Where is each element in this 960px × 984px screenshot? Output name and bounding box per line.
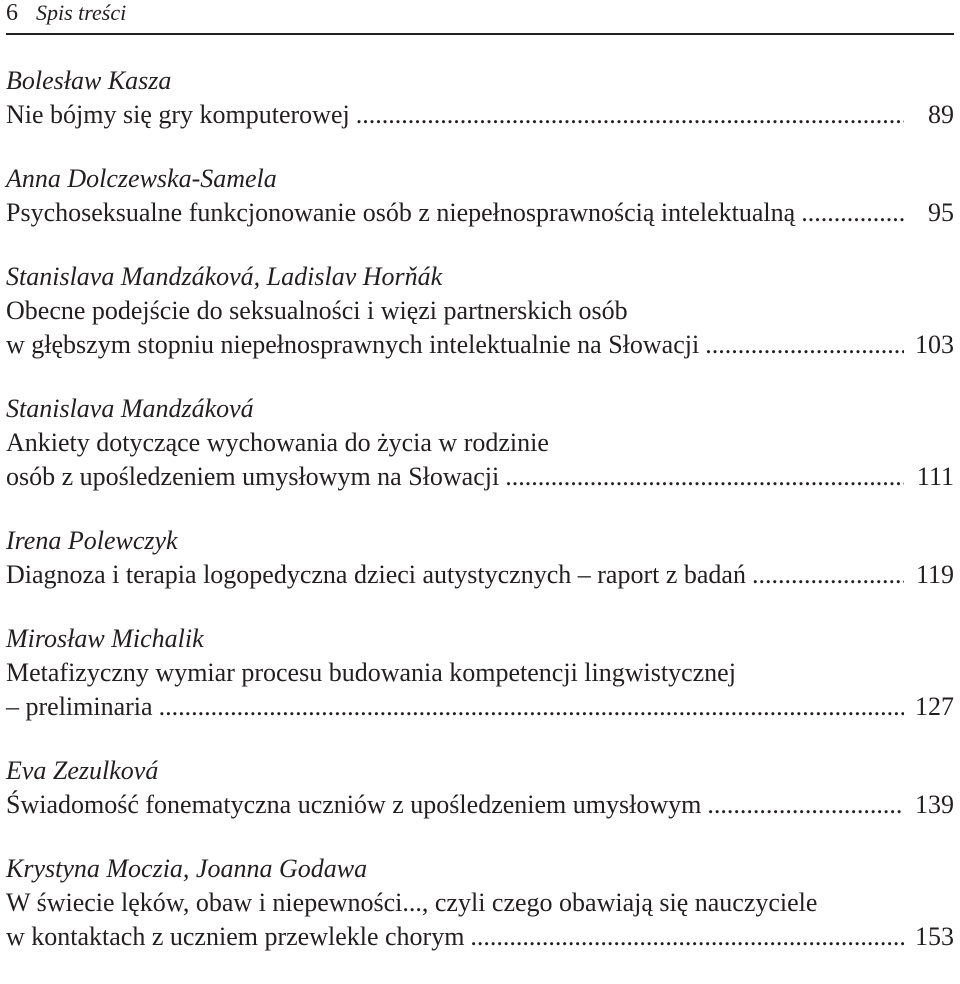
entry-title-first-line: Metafizyczny wymiar procesu budowania kompetencji lingwistycznej: [6, 658, 736, 687]
entry-author: Krystyna Moczia, Joanna Godawa: [6, 854, 368, 883]
entry-page-number: 89: [928, 100, 954, 129]
running-head-title: Spis treści: [36, 0, 127, 25]
toc-entry: [6, 260, 954, 362]
toc-entry: [6, 852, 954, 954]
entry-title-first-line: Obecne podejście do seksualności i więzi partnerskich osób: [6, 296, 628, 325]
entry-title-line: [6, 460, 954, 494]
entry-title: w głębszym stopniu niepełnosprawnych intelektualnie na Słowacji: [6, 330, 700, 359]
entry-page-number: 95: [928, 198, 954, 227]
toc-entry: [6, 524, 954, 592]
entry-title: osób z upośledzeniem umysłowym na Słowacji: [6, 462, 500, 491]
entry-page-number: 103: [915, 330, 954, 359]
entry-author: Mirosław Michalik: [6, 624, 204, 653]
toc-entry: [6, 392, 954, 494]
entry-author: Bolesław Kasza: [6, 66, 172, 95]
dot-leader: [470, 920, 904, 954]
table-of-contents: [6, 64, 954, 984]
entry-page-number: 153: [915, 922, 954, 951]
header-rule: [6, 33, 954, 35]
entry-title: Psychoseksualne funkcjonowanie osób z niepełnosprawnością intelektualną: [6, 198, 796, 227]
entry-title-line: [6, 558, 954, 592]
entry-author: Stanislava Mandzáková, Ladislav Horňák: [6, 262, 443, 291]
entry-author: Eva Zezulková: [6, 756, 159, 785]
entry-page-number: 111: [916, 462, 954, 491]
toc-entry: [6, 64, 954, 132]
entry-title: Nie bójmy się gry komputerowej: [6, 100, 350, 129]
entry-page-number: 119: [915, 560, 954, 589]
entry-title: – preliminaria: [6, 692, 153, 721]
entry-title: w kontaktach z uczniem przewlekle chorym: [6, 922, 465, 951]
entry-page-number: 139: [915, 790, 954, 819]
entry-title-line: [6, 328, 954, 362]
dot-leader: [705, 328, 904, 362]
entry-author: Anna Dolczewska-Samela: [6, 164, 277, 193]
entry-author: Stanislava Mandzáková: [6, 394, 254, 423]
dot-leader: [801, 196, 904, 230]
toc-entry: [6, 754, 954, 822]
entry-title-first-line: Ankiety dotyczące wychowania do życia w rodzinie: [6, 428, 549, 457]
dot-leader: [356, 98, 904, 132]
toc-entry: [6, 622, 954, 724]
entry-title-first-line: W świecie lęków, obaw i niepewności..., czyli czego obawiają się nauczyciele: [6, 888, 818, 917]
entry-title-line: [6, 788, 954, 822]
toc-entry: [6, 162, 954, 230]
entry-title-line: [6, 690, 954, 724]
entry-title: Diagnoza i terapia logopedyczna dzieci autystycznych – raport z badań: [6, 560, 746, 589]
entry-title: Świadomość fonematyczna uczniów z upośledzeniem umysłowym: [6, 790, 702, 819]
page-number: 6: [6, 0, 18, 26]
dot-leader: [159, 690, 904, 724]
entry-title-line: [6, 98, 954, 132]
dot-leader: [707, 788, 904, 822]
entry-author: Irena Polewczyk: [6, 526, 178, 555]
entry-title-line: [6, 920, 954, 954]
dot-leader: [752, 558, 904, 592]
entry-page-number: 127: [915, 692, 954, 721]
running-head: [6, 0, 954, 30]
entry-title-line: [6, 196, 954, 230]
dot-leader: [505, 460, 904, 494]
